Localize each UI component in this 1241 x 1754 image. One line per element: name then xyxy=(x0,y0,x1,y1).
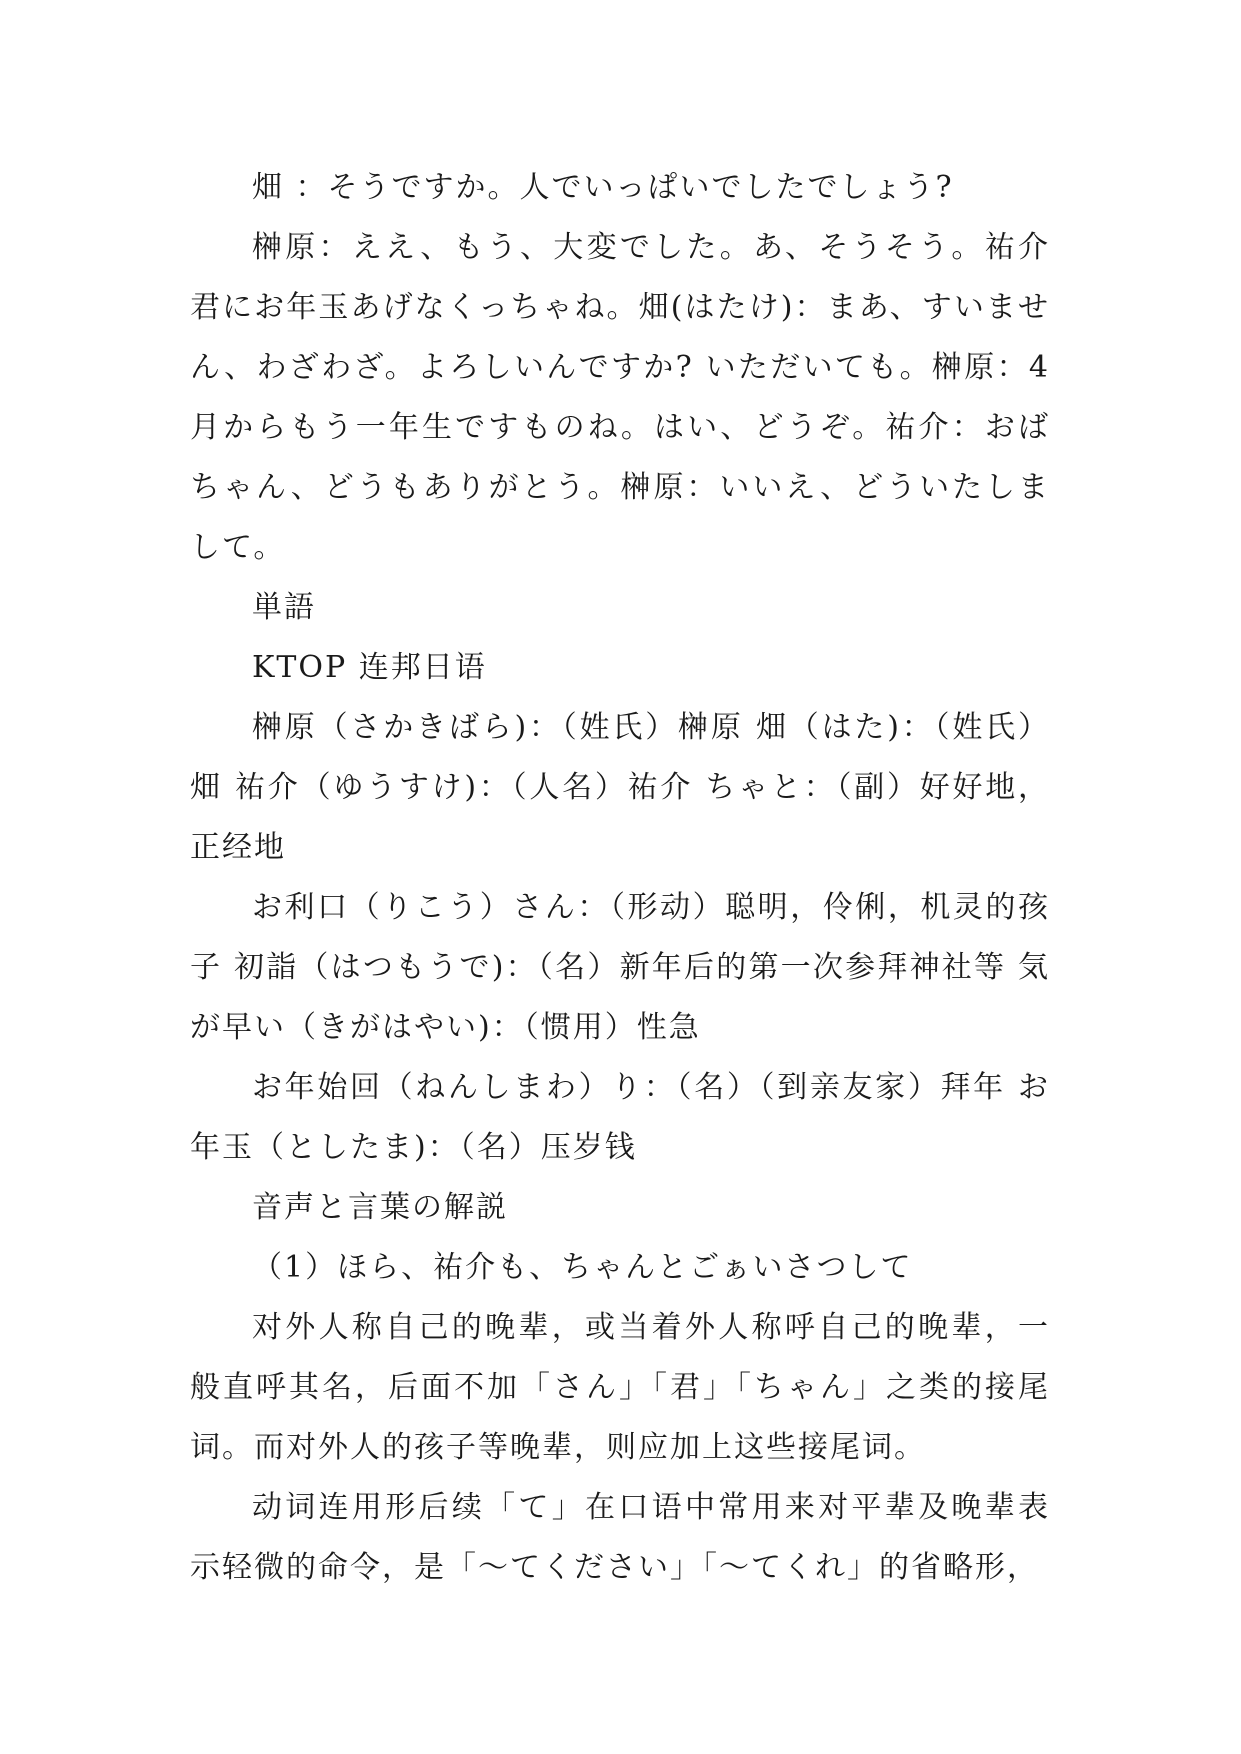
source-label: KTOP 连邦日语 xyxy=(252,650,487,685)
document-body xyxy=(190,158,1050,1598)
section-heading-vocabulary: 単語 xyxy=(252,590,316,625)
vocabulary-entry-names: 榊原（さかきばら)：（姓氏）榊原 畑（はた)：（姓氏）畑 祐介（ゆうすけ)：（人名）祐介 ちゃと：（副）好好地，正经地 xyxy=(190,710,1050,865)
explanation-paragraph-honorific: 对外人称自己的晚辈，或当着外人称呼自己的晚辈，一般直呼其名，后面不加「さん」「君」「ちゃん」之类的接尾词。而对外人的孩子等晚辈，则应加上这些接尾词。 xyxy=(190,1310,1050,1465)
paragraph-dialogue-sakakibara: 榊原：ええ、もう、大変でした。あ、そうそう。祐介君にお年玉あげなくっちゃね。畑(はたけ)：まあ、すいません、わざわざ。よろしいんですか? いただいても。榊原：4月からもう一年生ですものね。はい、どうぞ。祐介：おばちゃん、どうもありがとう。榊原：いいえ、どういたしまして。 xyxy=(190,230,1050,565)
vocabulary-entry-nenshi: お年始回（ねんしまわ）り：（名）（到亲友家）拜年 お年玉（としたま)：（名）压岁钱 xyxy=(190,1070,1050,1165)
paragraph-dialogue-hata: 畑 ：そうですか。人でいっぱいでしたでしょう? xyxy=(252,170,954,205)
explanation-item-1-heading: （1）ほら、祐介も、ちゃんとごぁいさつして xyxy=(252,1250,913,1285)
vocabulary-entry-oriko: お利口（りこう）さん：（形动）聪明，伶俐，机灵的孩子 初詣（はつもうで)：（名）新年后的第一次参拜神社等 気が早い（きがはやい)：（惯用）性急 xyxy=(190,890,1050,1045)
section-heading-explanation: 音声と言葉の解説 xyxy=(252,1190,508,1225)
explanation-paragraph-te-form: 动词连用形后续「て」在口语中常用来对平辈及晚辈表示轻微的命令，是「～てください」「～てくれ」的省略形， xyxy=(190,1490,1050,1585)
